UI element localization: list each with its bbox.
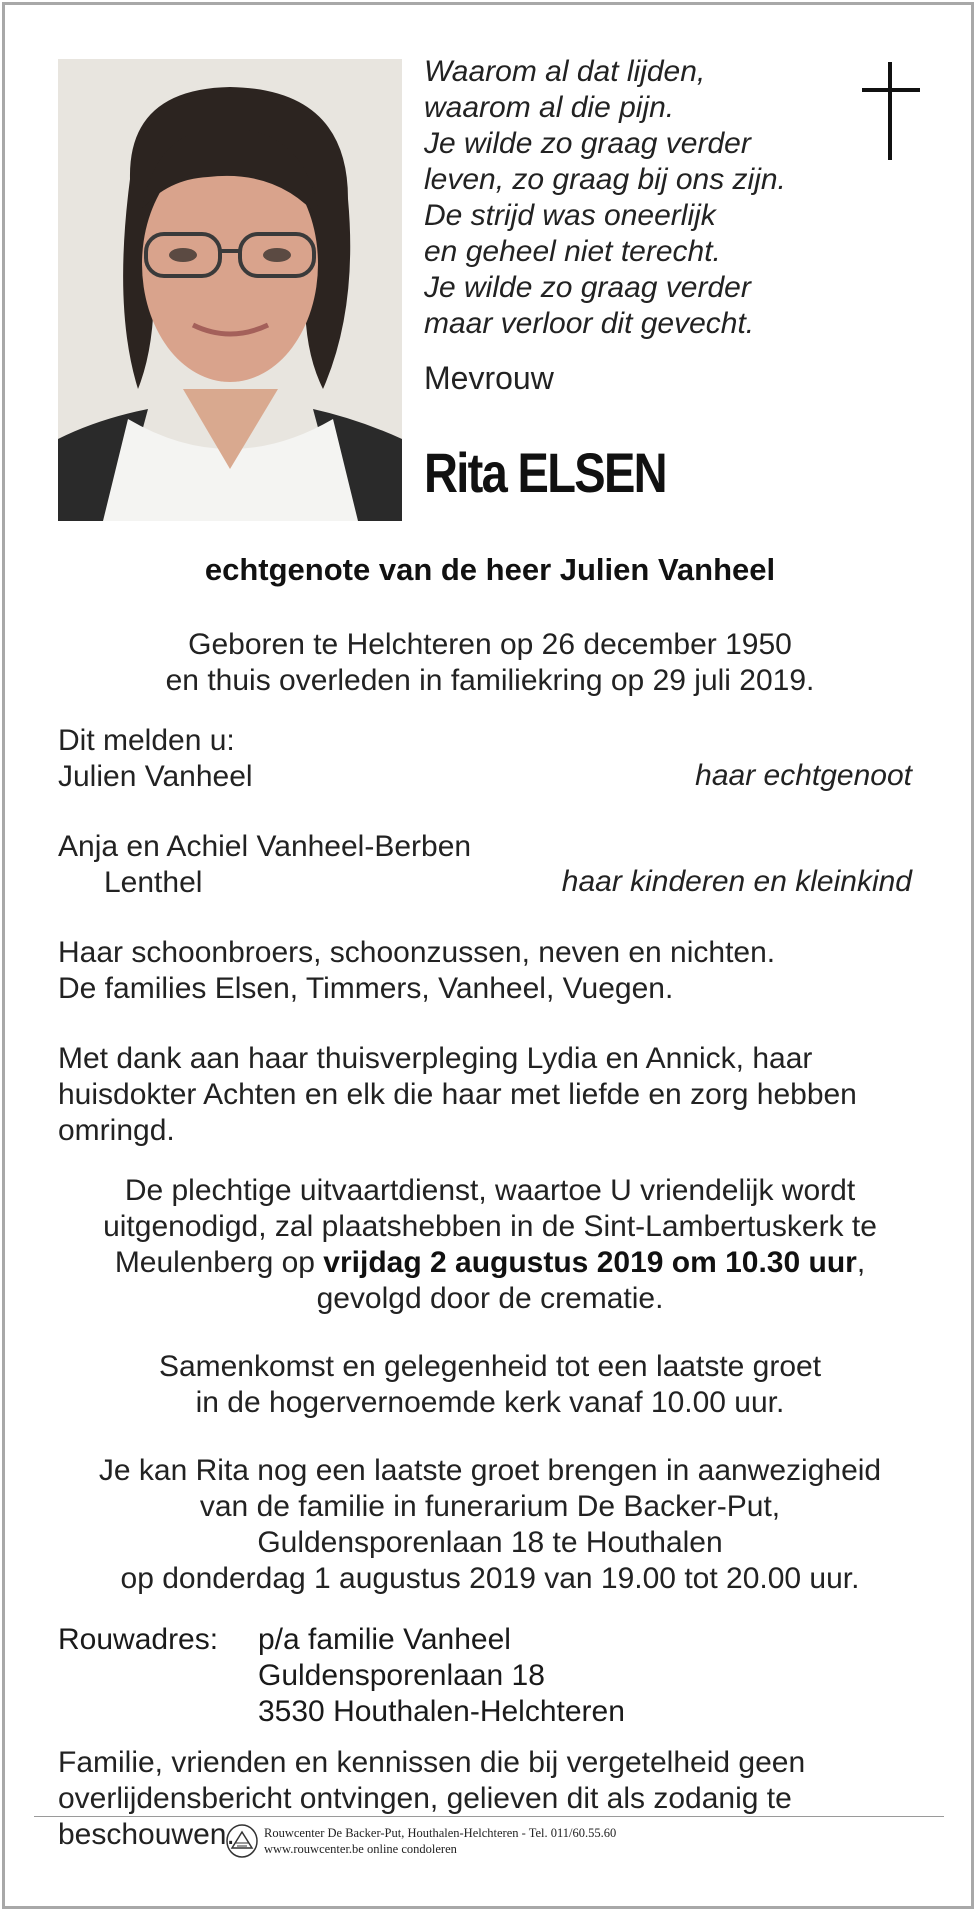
poem-line: waarom al die pijn. [424,91,675,124]
service-line: uitgenodigd, zal plaatshebben in de Sint-Lambertuskerk te [103,1210,877,1243]
closing-line: Familie, vrienden en kennissen die bij vergetelheid geen [58,1746,806,1779]
poem-line: en geheel niet terecht. [424,235,721,268]
service-line: De plechtige uitvaartdienst, waartoe U vriendelijk wordt [124,1174,856,1207]
address-line: p/a familie Vanheel [258,1623,511,1656]
gathering-line: Samenkomst en gelegenheid tot een laatste groet [158,1350,822,1383]
footer-contact: Rouwcenter De Backer-Put, Houthalen-Helchteren - Tel. 011/60.55.60 [264,1826,617,1840]
announcers-intro: Dit melden u: [58,724,235,757]
poem [424,54,824,342]
footer-website[interactable]: www.rouwcenter.be online condoleren [264,1842,457,1856]
poem-line: Je wilde zo graag verder [424,127,751,160]
poem-line: De strijd was oneerlijk [424,199,716,232]
service-date: vrijdag 2 augustus 2019 om 10.30 uur [323,1246,857,1279]
service-text: Meulenberg op [114,1246,324,1279]
visitation-line: Je kan Rita nog een laatste groet brengen in aanwezigheid [98,1454,882,1487]
thanks-line: Met dank aan haar thuisverpleging Lydia en Annick, haar [58,1042,813,1075]
service-text: , [856,1246,866,1279]
address-block [258,1622,625,1730]
portrait-photo [58,59,402,521]
died-line: en thuis overleden in familiekring op 29 juli 2019. [165,664,815,697]
footer-divider [34,1816,944,1817]
visitation-line: van de familie in funerarium De Backer-Put, [199,1490,781,1523]
closing-line: beschouwen. [58,1818,235,1851]
visitation-line: op donderdag 1 augustus 2019 van 19.00 tot 20.00 uur. [120,1562,860,1595]
honorific: Mevrouw [424,360,554,396]
poem-line: Waarom al dat lijden, [424,55,706,88]
announcer-relation: haar echtgenoot [695,759,912,792]
thanks-line: huisdokter Achten en elk die haar met liefde en zorg hebben [58,1078,857,1111]
announcer-name: Anja en Achiel Vanheel-Berben [58,830,472,863]
family-line: De families Elsen, Timmers, Vanheel, Vuegen. [58,972,674,1005]
announcer-relation: haar kinderen en kleinkind [561,865,912,898]
gathering-line: in de hogervernoemde kerk vanaf 10.00 uur. [195,1386,785,1419]
poem-line: leven, zo graag bij ons zijn. [424,163,786,196]
service-line: gevolgd door de crematie. [316,1282,664,1315]
funeral-home-logo-icon [226,1824,258,1858]
address-line: 3530 Houthalen-Helchteren [258,1695,625,1728]
announcer-name: Julien Vanheel [58,760,253,793]
deceased-name: Rita ELSEN [424,441,666,504]
visitation-line: Guldensporenlaan 18 te Houthalen [257,1526,723,1559]
announcer-place: Lenthel [104,866,203,899]
service-line-datetime [0,1245,980,1281]
poem-line: maar verloor dit gevecht. [424,307,755,340]
address-label: Rouwadres: [58,1623,219,1656]
family-line: Haar schoonbroers, schoonzussen, neven en nichten. [58,936,776,969]
thanks-line: omringd. [58,1114,175,1147]
closing-line: overlijdensbericht ontvingen, gelieven dit als zodanig te [58,1782,792,1815]
cross-icon [862,62,920,160]
born-line: Geboren te Helchteren op 26 december 1950 [188,628,792,661]
poem-line: Je wilde zo graag verder [424,271,751,304]
spouse-line: echtgenote van de heer Julien Vanheel [204,552,776,587]
address-line: Guldensporenlaan 18 [258,1659,545,1692]
